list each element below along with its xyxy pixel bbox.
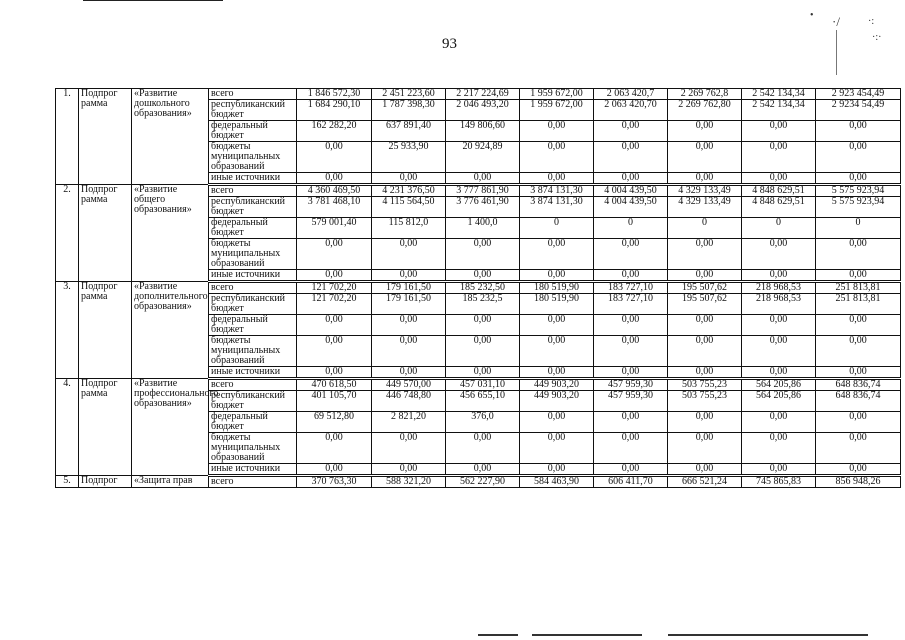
- amount-cell: 666 521,24: [668, 476, 742, 488]
- amount-cell: 0,00: [742, 464, 816, 476]
- amount-cell: 20 924,89: [446, 142, 520, 173]
- scan-edge-line: [478, 634, 518, 636]
- program-name: «Развитие профессионального образования»: [132, 379, 209, 476]
- amount-cell: 0,00: [668, 121, 742, 142]
- funding-source: республиканский бюджет: [209, 391, 297, 412]
- funding-source: бюджеты муниципальных образований: [209, 239, 297, 270]
- amount-cell: 0: [520, 218, 594, 239]
- funding-source: иные источники: [209, 367, 297, 379]
- funding-source: всего: [209, 476, 297, 488]
- amount-cell: 0,00: [594, 270, 668, 282]
- amount-cell: 0,00: [520, 336, 594, 367]
- budget-table: [55, 88, 901, 488]
- amount-cell: 0,00: [668, 315, 742, 336]
- amount-cell: 0,00: [668, 270, 742, 282]
- amount-cell: 5 575 923,94: [816, 185, 901, 197]
- amount-cell: 0,00: [594, 173, 668, 185]
- funding-source: республиканский бюджет: [209, 294, 297, 315]
- scan-edge-line: [532, 634, 642, 636]
- amount-cell: 0,00: [816, 239, 901, 270]
- program-name: «Защита прав: [132, 476, 209, 488]
- table-row: [56, 282, 901, 294]
- amount-cell: 2 063 420,70: [594, 100, 668, 121]
- program-name: «Развитие дополнительного образования»: [132, 282, 209, 379]
- funding-source: федеральный бюджет: [209, 315, 297, 336]
- amount-cell: 195 507,62: [668, 282, 742, 294]
- amount-cell: 0,00: [520, 173, 594, 185]
- amount-cell: 0,00: [742, 121, 816, 142]
- amount-cell: 0,00: [742, 433, 816, 464]
- amount-cell: 1 959 672,00: [520, 100, 594, 121]
- amount-cell: 456 655,10: [446, 391, 520, 412]
- amount-cell: 457 959,30: [594, 391, 668, 412]
- amount-cell: 0,00: [816, 336, 901, 367]
- scan-mark: ·:·: [872, 32, 882, 43]
- amount-cell: 0,00: [297, 367, 372, 379]
- amount-cell: 0,00: [742, 173, 816, 185]
- amount-cell: 0,00: [594, 239, 668, 270]
- amount-cell: 0,00: [816, 464, 901, 476]
- amount-cell: 251 813,81: [816, 282, 901, 294]
- amount-cell: 3 776 461,90: [446, 197, 520, 218]
- amount-cell: 0,00: [297, 336, 372, 367]
- amount-cell: 0,00: [816, 433, 901, 464]
- amount-cell: 0,00: [594, 433, 668, 464]
- amount-cell: 2 821,20: [372, 412, 446, 433]
- amount-cell: 2 542 134,34: [742, 100, 816, 121]
- amount-cell: 4 231 376,50: [372, 185, 446, 197]
- amount-cell: 0,00: [297, 433, 372, 464]
- amount-cell: 4 329 133,49: [668, 185, 742, 197]
- budget-table-body: [56, 89, 901, 488]
- amount-cell: 162 282,20: [297, 121, 372, 142]
- amount-cell: 185 232,50: [446, 282, 520, 294]
- amount-cell: 0,00: [668, 367, 742, 379]
- amount-cell: 584 463,90: [520, 476, 594, 488]
- amount-cell: 4 004 439,50: [594, 197, 668, 218]
- amount-cell: 2 451 223,60: [372, 89, 446, 100]
- program-number: 3.: [56, 282, 79, 379]
- amount-cell: 0,00: [520, 270, 594, 282]
- amount-cell: 2 269 762,8: [668, 89, 742, 100]
- amount-cell: 149 806,60: [446, 121, 520, 142]
- amount-cell: 0,00: [816, 173, 901, 185]
- amount-cell: 0,00: [668, 464, 742, 476]
- amount-cell: 588 321,20: [372, 476, 446, 488]
- amount-cell: 0,00: [742, 270, 816, 282]
- amount-cell: 0,00: [594, 464, 668, 476]
- program-type: Подпрог рамма: [79, 89, 132, 185]
- amount-cell: 0,00: [520, 142, 594, 173]
- amount-cell: 376,0: [446, 412, 520, 433]
- amount-cell: 180 519,90: [520, 294, 594, 315]
- amount-cell: 1 684 290,10: [297, 100, 372, 121]
- amount-cell: 121 702,20: [297, 282, 372, 294]
- amount-cell: 0,00: [816, 412, 901, 433]
- amount-cell: 25 933,90: [372, 142, 446, 173]
- amount-cell: 0,00: [816, 367, 901, 379]
- amount-cell: 0,00: [816, 270, 901, 282]
- amount-cell: 446 748,80: [372, 391, 446, 412]
- amount-cell: 3 874 131,30: [520, 197, 594, 218]
- amount-cell: 218 968,53: [742, 282, 816, 294]
- page-number: 93: [442, 36, 457, 52]
- amount-cell: 1 959 672,00: [520, 89, 594, 100]
- amount-cell: 0,00: [297, 142, 372, 173]
- amount-cell: 0,00: [816, 121, 901, 142]
- amount-cell: 0,00: [594, 315, 668, 336]
- amount-cell: 0,00: [446, 173, 520, 185]
- amount-cell: 0,00: [520, 367, 594, 379]
- funding-source: бюджеты муниципальных образований: [209, 433, 297, 464]
- amount-cell: 5 575 923,94: [816, 197, 901, 218]
- amount-cell: 856 948,26: [816, 476, 901, 488]
- amount-cell: 251 813,81: [816, 294, 901, 315]
- amount-cell: 218 968,53: [742, 294, 816, 315]
- table-row: [56, 379, 901, 391]
- amount-cell: 4 004 439,50: [594, 185, 668, 197]
- amount-cell: 648 836,74: [816, 379, 901, 391]
- funding-source: республиканский бюджет: [209, 197, 297, 218]
- scan-mark: ·:: [868, 16, 875, 27]
- amount-cell: 579 001,40: [297, 218, 372, 239]
- amount-cell: 185 232,5: [446, 294, 520, 315]
- amount-cell: 115 812,0: [372, 218, 446, 239]
- funding-source: федеральный бюджет: [209, 218, 297, 239]
- amount-cell: 0,00: [372, 173, 446, 185]
- amount-cell: 0,00: [742, 336, 816, 367]
- amount-cell: 180 519,90: [520, 282, 594, 294]
- amount-cell: 564 205,86: [742, 379, 816, 391]
- amount-cell: 0,00: [668, 239, 742, 270]
- amount-cell: 0,00: [520, 464, 594, 476]
- funding-source: всего: [209, 89, 297, 100]
- amount-cell: 562 227,90: [446, 476, 520, 488]
- table-row: [56, 476, 901, 488]
- program-type: Подпрог рамма: [79, 379, 132, 476]
- funding-source: иные источники: [209, 464, 297, 476]
- amount-cell: 195 507,62: [668, 294, 742, 315]
- amount-cell: 0,00: [742, 239, 816, 270]
- funding-source: всего: [209, 282, 297, 294]
- program-number: 1.: [56, 89, 79, 185]
- amount-cell: 1 787 398,30: [372, 100, 446, 121]
- amount-cell: 179 161,50: [372, 294, 446, 315]
- program-type: Подпрог рамма: [79, 185, 132, 282]
- scan-mark: •: [810, 10, 814, 21]
- table-row: [56, 185, 901, 197]
- funding-source: бюджеты муниципальных образований: [209, 142, 297, 173]
- top-rule: [83, 0, 223, 1]
- amount-cell: 3 781 468,10: [297, 197, 372, 218]
- amount-cell: 0,00: [668, 433, 742, 464]
- amount-cell: 449 570,00: [372, 379, 446, 391]
- amount-cell: 0,00: [372, 336, 446, 367]
- amount-cell: 0,00: [372, 315, 446, 336]
- funding-source: всего: [209, 379, 297, 391]
- amount-cell: 4 115 564,50: [372, 197, 446, 218]
- amount-cell: 0,00: [816, 142, 901, 173]
- amount-cell: 503 755,23: [668, 391, 742, 412]
- amount-cell: 2 542 134,34: [742, 89, 816, 100]
- program-number: 4.: [56, 379, 79, 476]
- amount-cell: 0,00: [594, 142, 668, 173]
- amount-cell: 0,00: [446, 367, 520, 379]
- amount-cell: 0,00: [446, 433, 520, 464]
- amount-cell: 4 360 469,50: [297, 185, 372, 197]
- amount-cell: 0: [668, 218, 742, 239]
- amount-cell: 0,00: [742, 142, 816, 173]
- amount-cell: 0,00: [446, 464, 520, 476]
- amount-cell: 4 848 629,51: [742, 197, 816, 218]
- amount-cell: 4 329 133,49: [668, 197, 742, 218]
- program-number: 2.: [56, 185, 79, 282]
- amount-cell: 1 846 572,30: [297, 89, 372, 100]
- amount-cell: 0: [816, 218, 901, 239]
- amount-cell: 4 848 629,51: [742, 185, 816, 197]
- funding-source: иные источники: [209, 173, 297, 185]
- amount-cell: 69 512,80: [297, 412, 372, 433]
- amount-cell: 2 269 762,80: [668, 100, 742, 121]
- amount-cell: 0,00: [297, 270, 372, 282]
- funding-source: федеральный бюджет: [209, 121, 297, 142]
- amount-cell: 1 400,0: [446, 218, 520, 239]
- program-type: Подпрог: [79, 476, 132, 488]
- funding-source: всего: [209, 185, 297, 197]
- amount-cell: 0,00: [520, 433, 594, 464]
- amount-cell: 183 727,10: [594, 282, 668, 294]
- amount-cell: 370 763,30: [297, 476, 372, 488]
- scan-mark: ·/: [832, 14, 840, 29]
- amount-cell: 637 891,40: [372, 121, 446, 142]
- amount-cell: 0,00: [742, 412, 816, 433]
- scan-edge-line: [668, 634, 868, 636]
- amount-cell: 564 205,86: [742, 391, 816, 412]
- amount-cell: 2 9234 54,49: [816, 100, 901, 121]
- amount-cell: 401 105,70: [297, 391, 372, 412]
- amount-cell: 457 031,10: [446, 379, 520, 391]
- scan-line: [836, 30, 837, 75]
- amount-cell: 503 755,23: [668, 379, 742, 391]
- amount-cell: 0,00: [742, 367, 816, 379]
- amount-cell: 745 865,83: [742, 476, 816, 488]
- amount-cell: 2 063 420,7: [594, 89, 668, 100]
- amount-cell: 3 874 131,30: [520, 185, 594, 197]
- program-type: Подпрог рамма: [79, 282, 132, 379]
- amount-cell: 0,00: [816, 315, 901, 336]
- amount-cell: 183 727,10: [594, 294, 668, 315]
- amount-cell: 0,00: [520, 412, 594, 433]
- amount-cell: 0,00: [372, 239, 446, 270]
- funding-source: иные источники: [209, 270, 297, 282]
- amount-cell: 0,00: [594, 367, 668, 379]
- amount-cell: 0,00: [446, 239, 520, 270]
- program-number: 5.: [56, 476, 79, 488]
- program-name: «Развитие дошкольного образования»: [132, 89, 209, 185]
- amount-cell: 0,00: [742, 315, 816, 336]
- amount-cell: 0,00: [668, 336, 742, 367]
- program-name: «Развитие общего образования»: [132, 185, 209, 282]
- amount-cell: 0,00: [520, 315, 594, 336]
- amount-cell: 2 923 454,49: [816, 89, 901, 100]
- amount-cell: 0: [594, 218, 668, 239]
- amount-cell: 0,00: [668, 142, 742, 173]
- amount-cell: 0,00: [297, 239, 372, 270]
- amount-cell: 648 836,74: [816, 391, 901, 412]
- amount-cell: 0,00: [446, 270, 520, 282]
- funding-source: республиканский бюджет: [209, 100, 297, 121]
- amount-cell: 0,00: [446, 315, 520, 336]
- amount-cell: 3 777 861,90: [446, 185, 520, 197]
- amount-cell: 0,00: [297, 464, 372, 476]
- amount-cell: 0,00: [594, 121, 668, 142]
- amount-cell: 2 217 224,69: [446, 89, 520, 100]
- funding-source: бюджеты муниципальных образований: [209, 336, 297, 367]
- amount-cell: 0,00: [372, 270, 446, 282]
- amount-cell: 0,00: [446, 336, 520, 367]
- amount-cell: 0,00: [520, 239, 594, 270]
- amount-cell: 0,00: [372, 367, 446, 379]
- amount-cell: 179 161,50: [372, 282, 446, 294]
- amount-cell: 0,00: [594, 412, 668, 433]
- amount-cell: 457 959,30: [594, 379, 668, 391]
- amount-cell: 0,00: [372, 464, 446, 476]
- amount-cell: 0,00: [520, 121, 594, 142]
- amount-cell: 2 046 493,20: [446, 100, 520, 121]
- amount-cell: 449 903,20: [520, 391, 594, 412]
- amount-cell: 470 618,50: [297, 379, 372, 391]
- amount-cell: 0,00: [668, 173, 742, 185]
- table-row: [56, 89, 901, 100]
- amount-cell: 0,00: [594, 336, 668, 367]
- funding-source: федеральный бюджет: [209, 412, 297, 433]
- amount-cell: 121 702,20: [297, 294, 372, 315]
- amount-cell: 0,00: [668, 412, 742, 433]
- amount-cell: 0,00: [372, 433, 446, 464]
- amount-cell: 0: [742, 218, 816, 239]
- amount-cell: 0,00: [297, 173, 372, 185]
- amount-cell: 449 903,20: [520, 379, 594, 391]
- amount-cell: 0,00: [297, 315, 372, 336]
- amount-cell: 606 411,70: [594, 476, 668, 488]
